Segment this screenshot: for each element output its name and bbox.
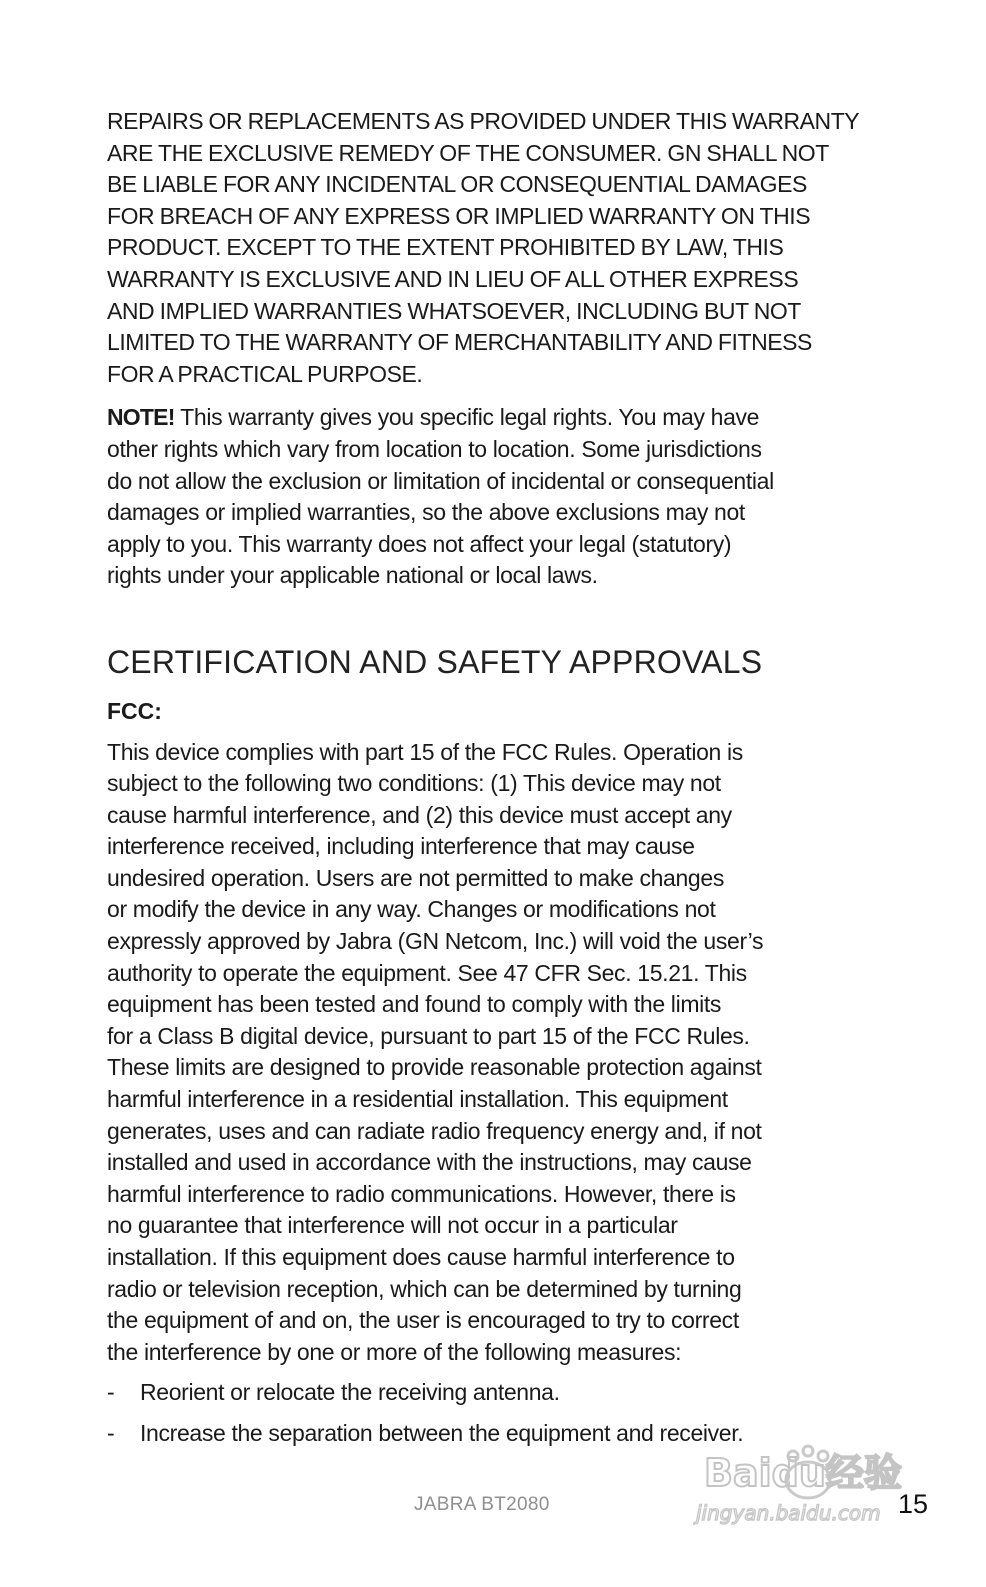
note-label: NOTE!: [107, 404, 175, 431]
page-number: 15: [898, 1489, 929, 1519]
document-page: [107, 106, 877, 1459]
note-text: This warranty gives you specific legal rights. You may have other rights which vary from location to location. Some jurisdictions do not allow the exclusion or limitation of incidental or consequential damages or implied warranties, so the above exclusions may not apply to you. This warranty does not affect your legal (statutory) rights under your applicable national or local laws.: [107, 404, 774, 589]
note-paragraph: [107, 402, 877, 592]
footer-model-name: JABRA BT2080: [414, 1494, 550, 1515]
list-item-text: Increase the separation between the equipment and receiver.: [140, 1419, 744, 1446]
watermark-brand-text: Baidu经验: [704, 1451, 902, 1495]
certification-section-title: CERTIFICATION AND SAFETY APPROVALS: [107, 643, 763, 680]
fcc-label: FCC:: [107, 697, 162, 724]
fcc-paragraph: This device complies with part 15 of the FCC Rules. Operation is subject to the following two conditions: (1) This device may not cause harmful interference, and (2) this device must accept any interference received, including interference that may cause undesired operation. Users are not permitted to make changes or modify the device in any way. Changes or modifications not expressly approved by Jabra (GN Netcom, Inc.) will void the user’s authority to operate the equipment. See 47 CFR Sec. 15.21. This equipment has been tested and found to comply with the limits for a Class B digital device, pursuant to part 15 of the FCC Rules. These limits are designed to provide reasonable protection against harmful interference in a residential installation. This equipment generates, uses and can radiate radio frequency energy and, if not installed and used in accordance with the instructions, may cause harmful interference to radio communications. However, there is no guarantee that interference will not occur in a particular installation. If this equipment does cause harmful interference to radio or television reception, which can be determined by turning the equipment of and on, the user is encouraged to try to correct the interference by one or more of the following measures:: [107, 738, 764, 1365]
bullet-dash: -: [107, 1419, 115, 1446]
watermark-url-text: jingyan.baidu.com: [696, 1501, 881, 1525]
warranty-exclusive-remedy-paragraph: REPAIRS OR REPLACEMENTS AS PROVIDED UNDER THIS WARRANTY ARE THE EXCLUSIVE REMEDY OF THE CONSUMER. GN SHALL NOT BE LIABLE FOR ANY INCIDENTAL OR CONSEQUENTIAL DAMAGES FOR BREACH OF ANY EXPRESS OR IMPLIED WARRANTY ON THIS PRODUCT. EXCEPT TO THE EXTENT PROHIBITED BY LAW, THIS WARRANTY IS EXCLUSIVE AND IN LIEU OF ALL OTHER EXPRESS AND IMPLIED WARRANTIES WHATSOEVER, INCLUDING BUT NOT LIMITED TO THE WARRANTY OF MERCHANTABILITY AND FITNESS FOR A PRACTICAL PURPOSE.: [107, 108, 860, 387]
bullet-dash: -: [107, 1379, 115, 1406]
list-item-text: Reorient or relocate the receiving antenna.: [140, 1379, 560, 1406]
baidu-jingyan-watermark: [690, 1440, 920, 1530]
list-item: [107, 1377, 877, 1409]
fcc-measures-list: [107, 1377, 877, 1449]
